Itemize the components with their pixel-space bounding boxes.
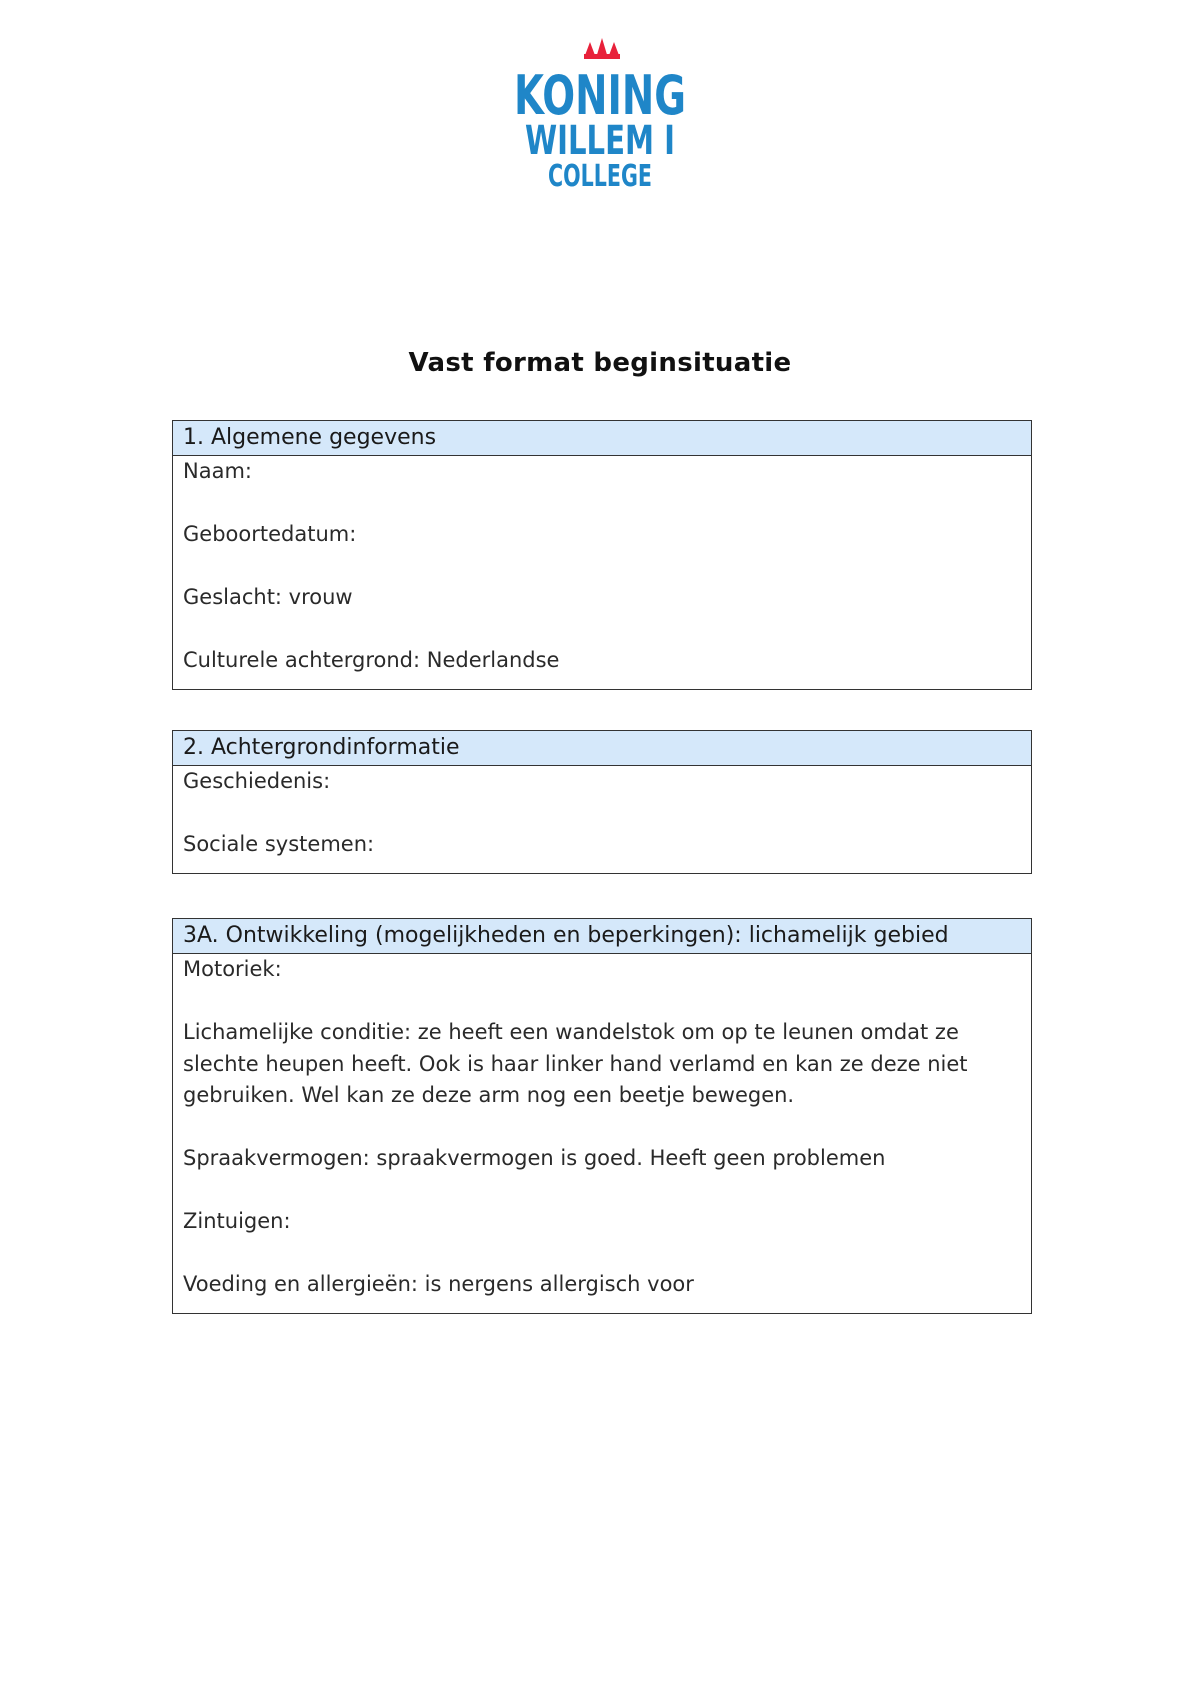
- field-motoriek: Motoriek:: [183, 957, 282, 981]
- koning-willem-i-college-logo: [500, 30, 700, 194]
- section-body: [173, 954, 1031, 1313]
- logo-line-1: KONING: [514, 64, 686, 127]
- section-header: 1. Algemene gegevens: [173, 421, 1031, 456]
- section-header: 2. Achtergrondinformatie: [173, 731, 1031, 766]
- document-title: Vast format beginsituatie: [408, 348, 792, 378]
- field-naam: Naam:: [183, 459, 252, 483]
- field-spraakvermogen: Spraakvermogen: spraakvermogen is goed. Heeft geen problemen: [183, 1146, 886, 1170]
- field-geschiedenis: Geschiedenis:: [183, 769, 331, 793]
- field-voeding-allergieen: Voeding en allergieën: is nergens allergisch voor: [183, 1272, 694, 1296]
- logo-line-2: WILLEM I: [525, 118, 675, 164]
- field-zintuigen: Zintuigen:: [183, 1209, 291, 1233]
- section-ontwikkeling-lichamelijk: [172, 918, 1032, 1314]
- section-header: 3A. Ontwikkeling (mogelijkheden en beperkingen): lichamelijk gebied: [173, 919, 1031, 954]
- logo-line-3: COLLEGE: [548, 159, 652, 194]
- section-achtergrondinformatie: [172, 730, 1032, 874]
- field-lichamelijke-conditie: Lichamelijke conditie: ze heeft een wandelstok om op te leunen omdat ze slechte heupen heeft. Ook is haar linker hand verlamd en kan ze deze niet gebruiken. Wel kan ze deze arm nog een beetje bewegen.: [183, 1020, 975, 1107]
- field-geslacht: Geslacht: vrouw: [183, 585, 353, 609]
- section-body: [173, 456, 1031, 689]
- field-culturele-achtergrond: Culturele achtergrond: Nederlandse: [183, 648, 560, 672]
- field-geboortedatum: Geboortedatum:: [183, 522, 357, 546]
- section-body: [173, 766, 1031, 873]
- crown-icon: [584, 38, 620, 59]
- section-algemene-gegevens: [172, 420, 1032, 690]
- field-sociale-systemen: Sociale systemen:: [183, 832, 375, 856]
